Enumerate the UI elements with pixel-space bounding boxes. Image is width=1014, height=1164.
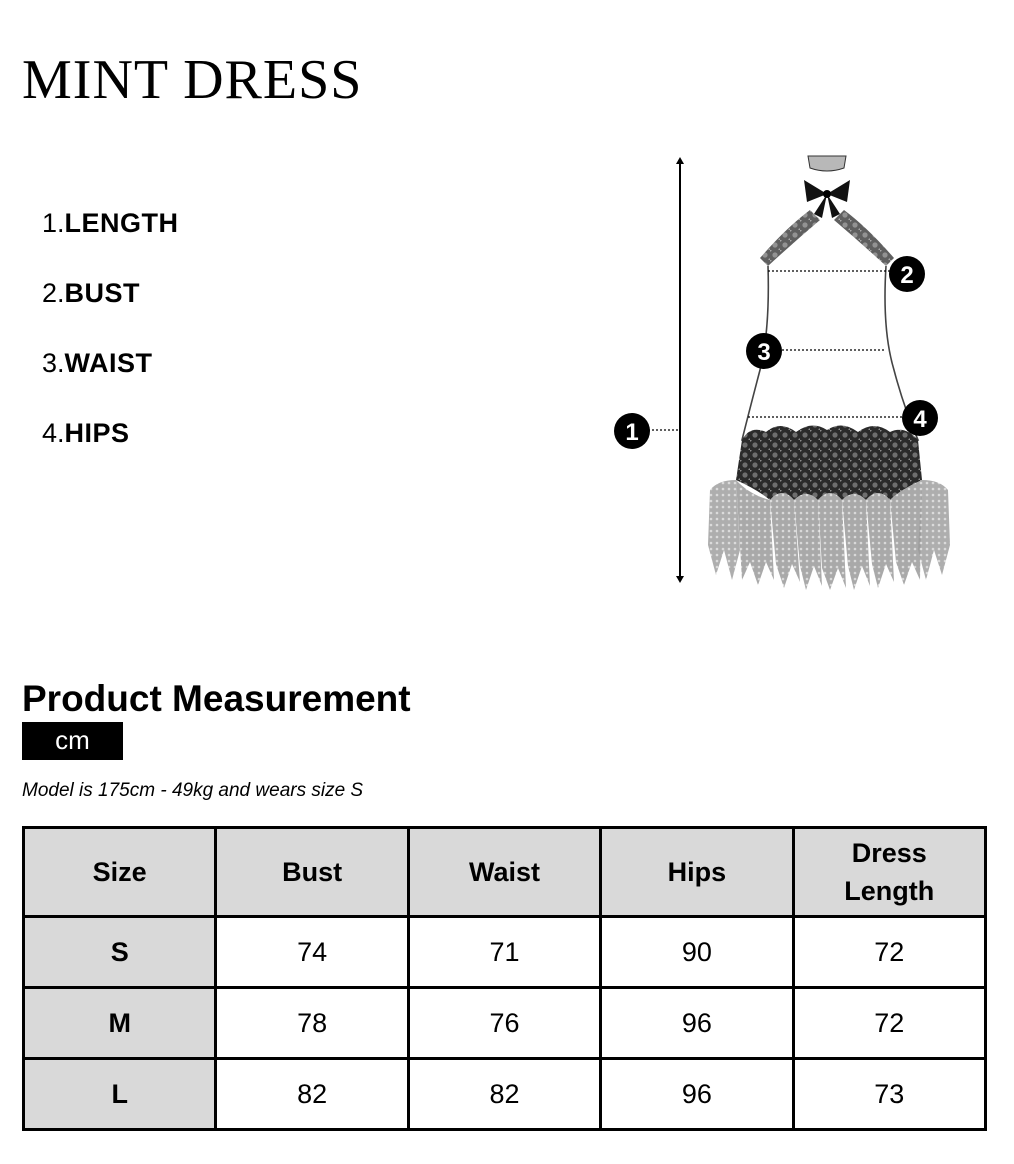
size-cell: M (24, 988, 216, 1059)
legend-number: 1. (42, 208, 65, 238)
product-title: MINT DRESS (22, 48, 363, 111)
bust-cell: 74 (216, 917, 408, 988)
size-cell: L (24, 1059, 216, 1130)
dress-measurement-diagram (600, 150, 960, 595)
size-cell: S (24, 917, 216, 988)
dress-illustration (708, 156, 950, 590)
svg-text:3: 3 (757, 339, 771, 366)
waist-cell: 76 (408, 988, 600, 1059)
length-arrow (676, 157, 684, 583)
header-dress-length: Dress Length (793, 828, 985, 917)
svg-text:4: 4 (913, 406, 927, 433)
table-row (24, 1059, 986, 1130)
marker-4 (902, 400, 938, 436)
svg-text:1: 1 (625, 419, 639, 446)
hips-cell: 90 (601, 917, 793, 988)
table-row (24, 988, 986, 1059)
svg-text:2: 2 (900, 262, 914, 289)
legend-number: 3. (42, 348, 65, 378)
length-cell: 73 (793, 1059, 985, 1130)
hips-cell: 96 (601, 1059, 793, 1130)
legend-item-hips (42, 415, 179, 485)
legend-label: LENGTH (64, 208, 179, 238)
size-chart-table (22, 826, 987, 1131)
header-waist: Waist (408, 828, 600, 917)
header-size: Size (24, 828, 216, 917)
marker-3 (746, 333, 782, 369)
legend-number: 2. (42, 278, 65, 308)
legend-label: WAIST (64, 348, 153, 378)
legend-item-bust (42, 275, 179, 345)
marker-2 (889, 256, 925, 292)
bust-cell: 78 (216, 988, 408, 1059)
length-cell: 72 (793, 988, 985, 1059)
header-bust: Bust (216, 828, 408, 917)
length-cell: 72 (793, 917, 985, 988)
measurement-legend (42, 205, 179, 485)
header-hips: Hips (601, 828, 793, 917)
hips-cell: 96 (601, 988, 793, 1059)
waist-cell: 82 (408, 1059, 600, 1130)
model-note: Model is 175cm - 49kg and wears size S (22, 780, 364, 801)
bust-cell: 82 (216, 1059, 408, 1130)
waist-cell: 71 (408, 917, 600, 988)
legend-label: HIPS (64, 418, 130, 448)
legend-label: BUST (64, 278, 141, 308)
legend-item-waist (42, 345, 179, 415)
section-title: Product Measurement (22, 678, 411, 719)
table-row (24, 917, 986, 988)
legend-item-length (42, 205, 179, 275)
unit-badge: cm (22, 722, 123, 760)
legend-number: 4. (42, 418, 65, 448)
marker-1 (614, 413, 650, 449)
table-header-row (24, 828, 986, 917)
